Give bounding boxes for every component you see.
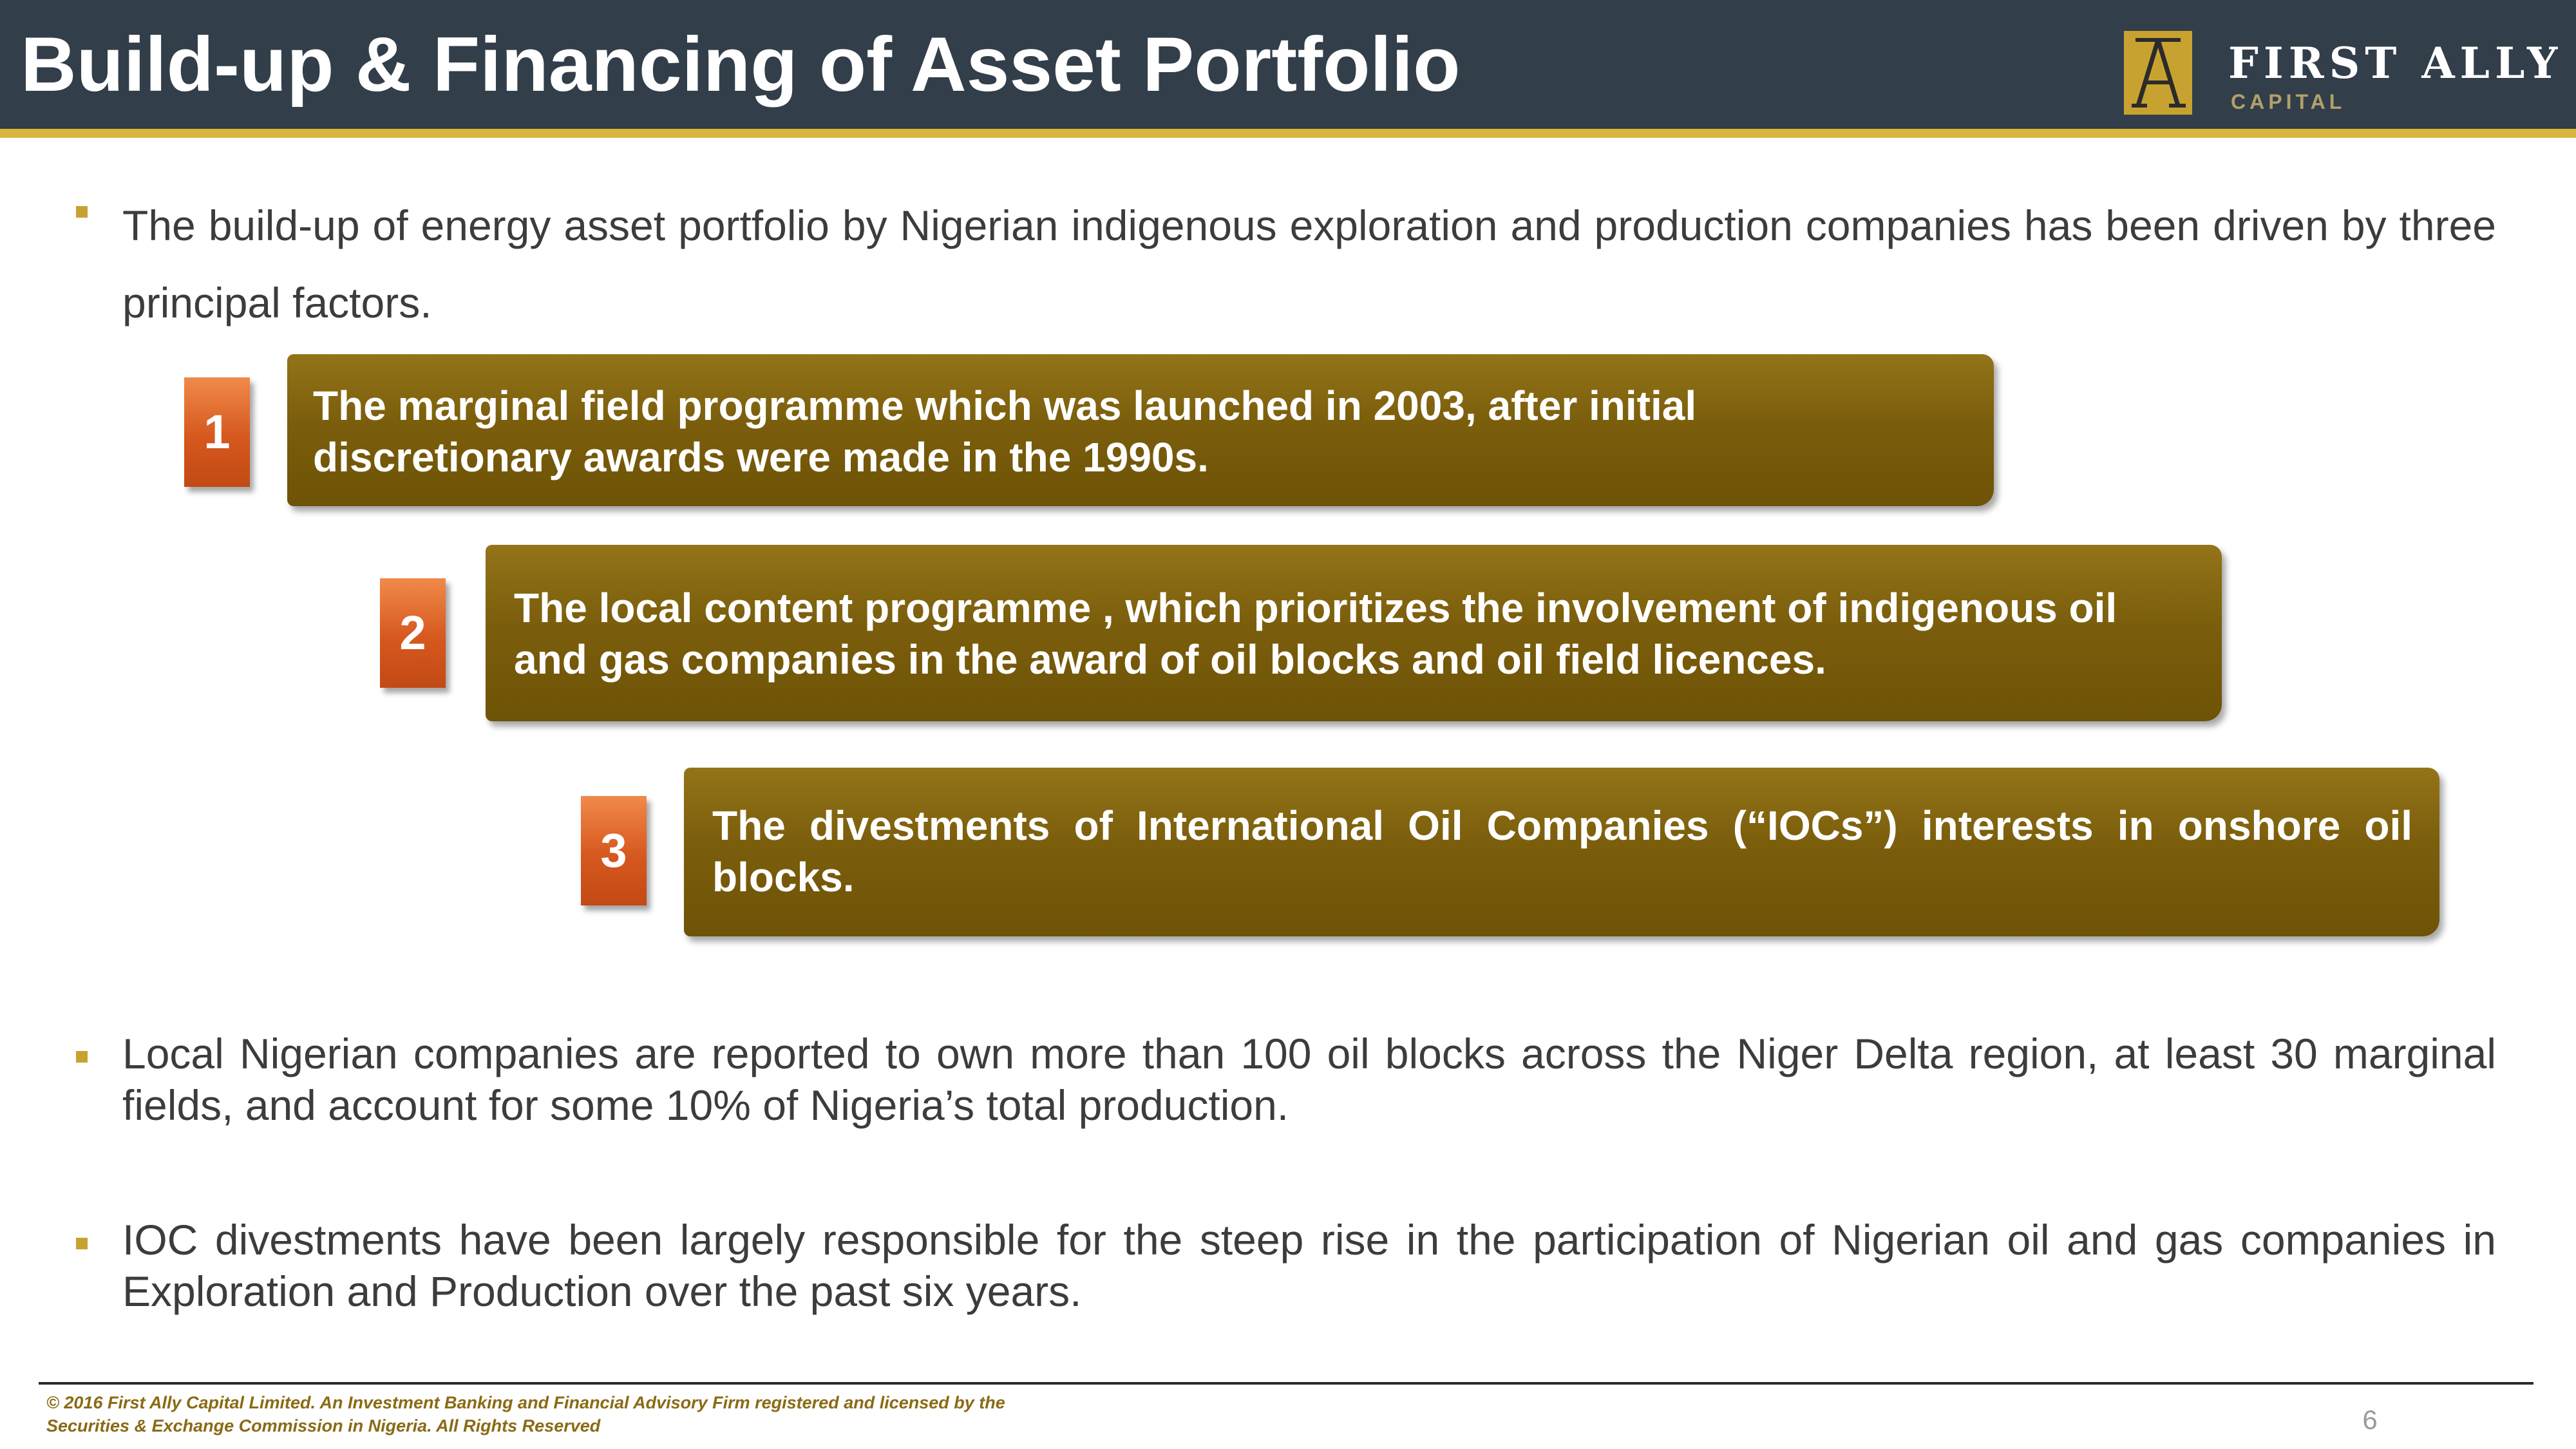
bullet-square-icon (76, 206, 88, 218)
intro-paragraph: The build-up of energy asset portfolio by Nigerian indigenous exploration and production companies has been driven by three principal factors. (122, 202, 2496, 327)
footer-divider (39, 1382, 2533, 1385)
factor-box (287, 354, 1994, 506)
bullet-ioc-divestments: IOC divestments have been largely responsible for the steep rise in the participation of Nigerian oil and gas companies in Exploration and Production over the past six years. (122, 1216, 2496, 1315)
factor-text: The divestments of International Oil Companies (“IOCs”) interests in onshore oil blocks. (712, 802, 2412, 900)
page-number: 6 (2362, 1405, 2378, 1435)
bullet-square-icon (76, 1051, 88, 1063)
factor-text: The marginal field programme which was launched in 2003, after initial discretionary awards were made in the 1990s. (313, 383, 1697, 480)
logo-name: FIRST ALLY (2228, 38, 2563, 88)
first-ally-monogram-icon (2124, 31, 2192, 115)
factor-box (486, 545, 2222, 721)
bullet-square-icon (76, 1238, 88, 1249)
factor-number-badge: 1 (184, 377, 250, 487)
bullet-local-companies: Local Nigerian companies are reported to own more than 100 oil blocks across the Niger Delta region, at least 30 marginal fields, and account for some 10% of Nigeria’s total production. (122, 1030, 2496, 1129)
footer-copyright: © 2016 First Ally Capital Limited. An Investment Banking and Financial Advisory Firm registered and licensed by the Securities & Exchange Commission in Nigeria. All Rights Reserved (46, 1393, 1005, 1435)
page-title: Build-up & Financing of Asset Portfolio (21, 21, 1461, 108)
factor-number-badge: 3 (581, 796, 647, 905)
factor-text: The local content programme , which prioritizes the involvement of indigenous oil and gas companies in the award of oil blocks and oil field licences. (514, 585, 2117, 683)
company-logo (2124, 31, 2563, 115)
factor-box (684, 768, 2439, 936)
factor-number-badge: 2 (380, 578, 446, 688)
logo-subtitle: CAPITAL (2231, 90, 2346, 113)
header-gold-rule (0, 129, 2576, 138)
